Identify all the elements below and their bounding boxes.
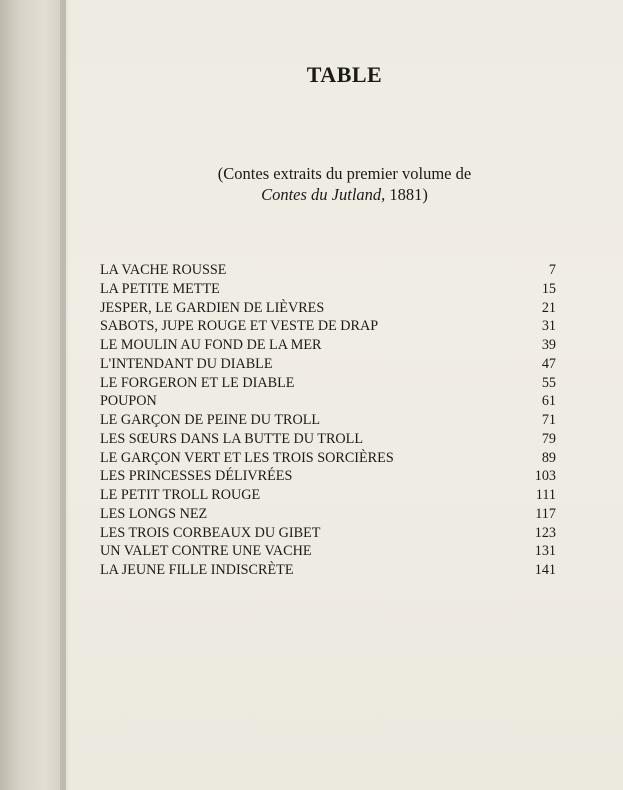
toc-entry-page: 89: [541, 449, 556, 466]
toc-entry-page: 15: [541, 280, 556, 297]
toc-entry: [100, 355, 556, 374]
toc-entry: [100, 411, 556, 430]
left-page-edge: [0, 0, 66, 790]
toc-entry: [100, 449, 556, 468]
toc-entry-title: LE GARÇON DE PEINE DU TROLL: [100, 412, 321, 428]
toc-entry-page: 61: [541, 393, 556, 410]
toc-entry-title: L'INTENDANT DU DIABLE: [100, 355, 273, 372]
book-gutter: [60, 0, 70, 790]
table-of-contents: [100, 261, 556, 580]
toc-entry-title: LES PRINCESSES DÉLIVRÉES: [100, 468, 293, 485]
toc-entry-title: LA JEUNE FILLE INDISCRÈTE: [100, 562, 294, 578]
toc-entry-title: UN VALET CONTRE UNE VACHE: [100, 543, 312, 560]
toc-entry: [100, 430, 556, 449]
subtitle-line-2: [66, 184, 623, 205]
toc-entry: [100, 561, 556, 580]
toc-entry-title: LES SŒURS DANS LA BUTTE DU TROLL: [100, 430, 364, 447]
subtitle-line-1: (Contes extraits du premier volume de: [217, 164, 472, 183]
toc-entry: [100, 542, 556, 561]
subtitle-book-title: Contes du Jutland,: [261, 185, 386, 204]
toc-entry: [100, 336, 556, 355]
page-subtitle: [66, 163, 623, 205]
toc-entry-title: LA VACHE ROUSSE: [100, 262, 227, 278]
toc-entry-title: LE PETIT TROLL ROUGE: [100, 487, 261, 503]
toc-entry-page: 39: [541, 337, 556, 353]
toc-entry: [100, 486, 556, 505]
toc-entry-page: 21: [541, 299, 556, 316]
toc-entry-title: POUPON: [100, 393, 157, 410]
toc-entry: [100, 261, 556, 280]
page-title: TABLE: [306, 62, 383, 87]
toc-entry-page: 79: [541, 430, 556, 447]
toc-entry-page: 123: [534, 524, 556, 541]
toc-entry: [100, 299, 556, 318]
toc-entry: [100, 524, 556, 543]
toc-entry-page: 117: [535, 505, 556, 522]
toc-entry-page: 131: [534, 543, 556, 560]
toc-entry-page: 47: [541, 355, 556, 372]
toc-entry-title: LA PETITE METTE: [100, 280, 220, 297]
toc-entry-title: LE FORGERON ET LE DIABLE: [100, 374, 295, 391]
toc-entry-page: 7: [548, 262, 556, 278]
toc-entry: [100, 505, 556, 524]
toc-entry-page: 31: [541, 318, 556, 335]
book-page: [66, 0, 623, 790]
toc-entry: [100, 280, 556, 299]
toc-entry-page: 103: [534, 468, 556, 485]
toc-entry-title: LE MOULIN AU FOND DE LA MER: [100, 337, 322, 353]
toc-entry-title: JESPER, LE GARDIEN DE LIÈVRES: [100, 299, 325, 316]
toc-entry-title: SABOTS, JUPE ROUGE ET VESTE DE DRAP: [100, 318, 379, 335]
toc-entry: [100, 374, 556, 393]
toc-entry-page: 55: [541, 374, 556, 391]
toc-entry: [100, 392, 556, 411]
toc-entry: [100, 317, 556, 336]
toc-entry-page: 111: [535, 487, 556, 503]
toc-entry-title: LES TROIS CORBEAUX DU GIBET: [100, 524, 321, 541]
toc-entry-page: 71: [541, 412, 556, 428]
toc-entry-title: LE GARÇON VERT ET LES TROIS SORCIÈRES: [100, 449, 394, 466]
toc-entry: [100, 467, 556, 486]
subtitle-year: 1881): [385, 185, 428, 204]
toc-entry-page: 141: [534, 562, 556, 578]
toc-entry-title: LES LONGS NEZ: [100, 505, 208, 522]
